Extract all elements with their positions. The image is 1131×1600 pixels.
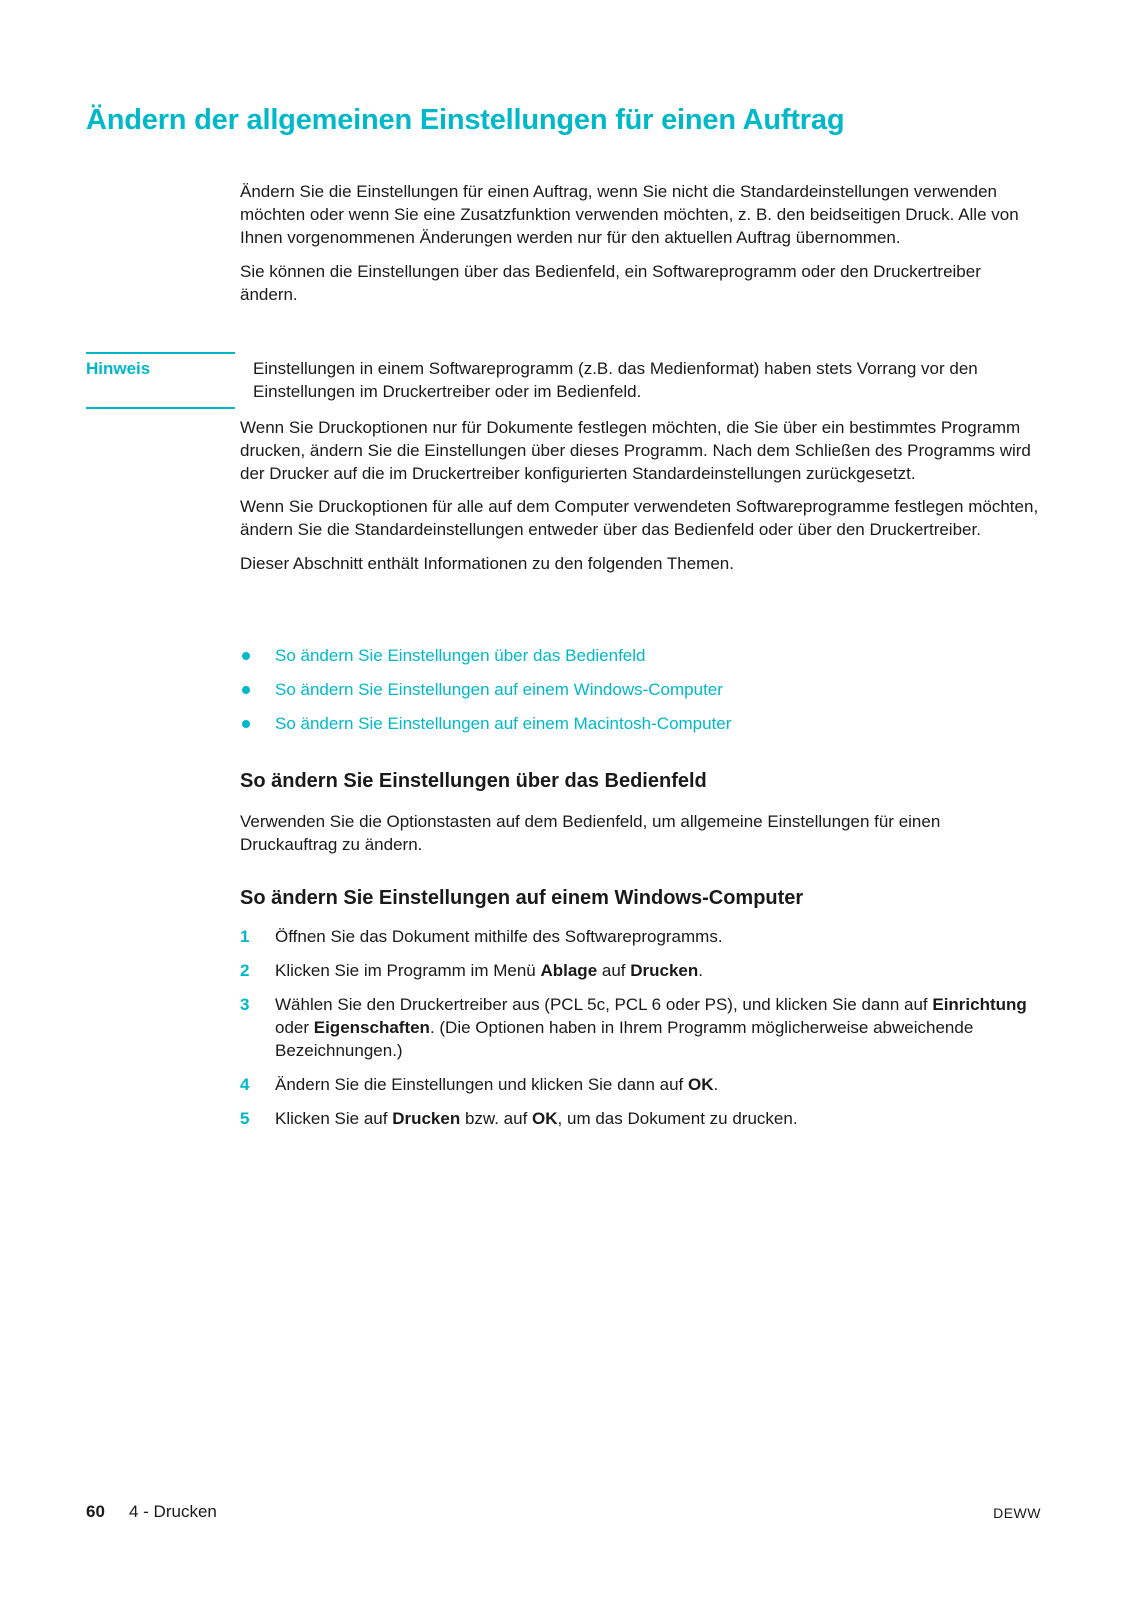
step-text: Klicken Sie auf Drucken bzw. auf OK, um das Dokument zu drucken. [275, 1109, 798, 1128]
footer-page-number: 60 [86, 1502, 105, 1521]
section-control-panel-paragraph: Verwenden Sie die Optionstasten auf dem Bedienfeld, um allgemeine Einstellungen für einen Druckauftrag zu ändern. [240, 812, 941, 854]
bullet-icon [242, 686, 250, 694]
link-windows[interactable]: So ändern Sie Einstellungen auf einem Windows-Computer [275, 680, 723, 699]
step-text: Öffnen Sie das Dokument mithilfe des Softwareprogramms. [275, 927, 723, 946]
intro-paragraph-2: Sie können die Einstellungen über das Bedienfeld, ein Softwareprogramm oder den Druckertreiber ändern. [240, 262, 981, 304]
step-text: Wählen Sie den Druckertreiber aus (PCL 5c, PCL 6 oder PS), und klicken Sie dann auf Einrichtung oder Eigenschaften. (Die Optionen haben in Ihrem Programm möglicherweise abweichende Bezeichnungen.) [275, 995, 1027, 1060]
footer-chapter: 4 - Drucken [129, 1502, 217, 1521]
step-item [240, 1107, 1040, 1130]
link-macintosh[interactable]: So ändern Sie Einstellungen auf einem Macintosh-Computer [275, 714, 732, 733]
step-text: Klicken Sie im Programm im Menü Ablage auf Drucken. [275, 961, 704, 980]
note-text: Einstellungen in einem Softwareprogramm (z.B. das Medienformat) haben stets Vorrang vor den Einstellungen im Druckertreiber oder im Bedienfeld. [253, 359, 978, 401]
bullet-icon [242, 720, 250, 728]
step-number: 1 [240, 927, 250, 946]
footer-code: DEWW [993, 1505, 1041, 1521]
note-divider [86, 407, 235, 409]
body-paragraph-1: Wenn Sie Druckoptionen nur für Dokumente festlegen möchten, die Sie über ein bestimmtes Programm drucken, ändern Sie die Einstellungen über dieses Programm. Nach dem Schließen des Programms wird der Drucker auf die im Druckertreiber konfigurierten Standardeinstellungen zurückgesetzt. [240, 418, 1031, 483]
page-title: Ändern der allgemeinen Einstellungen für einen Auftrag [86, 104, 845, 136]
windows-steps-list [240, 925, 1040, 1141]
bullet-icon [242, 652, 250, 660]
step-item [240, 925, 1040, 948]
step-number: 4 [240, 1075, 250, 1094]
step-item [240, 1073, 1040, 1096]
note-label: Hinweis [86, 352, 235, 379]
intro-paragraph-1: Ändern Sie die Einstellungen für einen Auftrag, wenn Sie nicht die Standardeinstellungen verwenden möchten oder wenn Sie eine Zusatzfunktion verwenden möchten, z. B. den beidseitigen Druck. Alle von Ihnen vorgenommenen Änderungen werden nur für den aktuellen Auftrag übernommen. [240, 182, 1019, 247]
intro-section [240, 180, 1040, 306]
body-section [240, 416, 1040, 575]
link-control-panel[interactable]: So ändern Sie Einstellungen über das Bedienfeld [275, 646, 646, 665]
step-number: 3 [240, 995, 250, 1014]
step-number: 2 [240, 961, 250, 980]
step-number: 5 [240, 1109, 250, 1128]
section-control-panel-text [240, 810, 1040, 856]
section-heading-windows: So ändern Sie Einstellungen auf einem Windows-Computer [240, 887, 804, 909]
body-paragraph-3: Dieser Abschnitt enthält Informationen zu den folgenden Themen. [240, 554, 734, 573]
step-item [240, 993, 1040, 1062]
step-text: Ändern Sie die Einstellungen und klicken Sie dann auf OK. [275, 1075, 719, 1094]
step-item [240, 959, 1040, 982]
body-paragraph-2: Wenn Sie Druckoptionen für alle auf dem Computer verwendeten Softwareprogramme festlegen möchten, ändern Sie die Standardeinstellungen entweder über das Bedienfeld oder über den Druckertreiber. [240, 497, 1039, 539]
section-heading-control-panel: So ändern Sie Einstellungen über das Bedienfeld [240, 770, 707, 792]
